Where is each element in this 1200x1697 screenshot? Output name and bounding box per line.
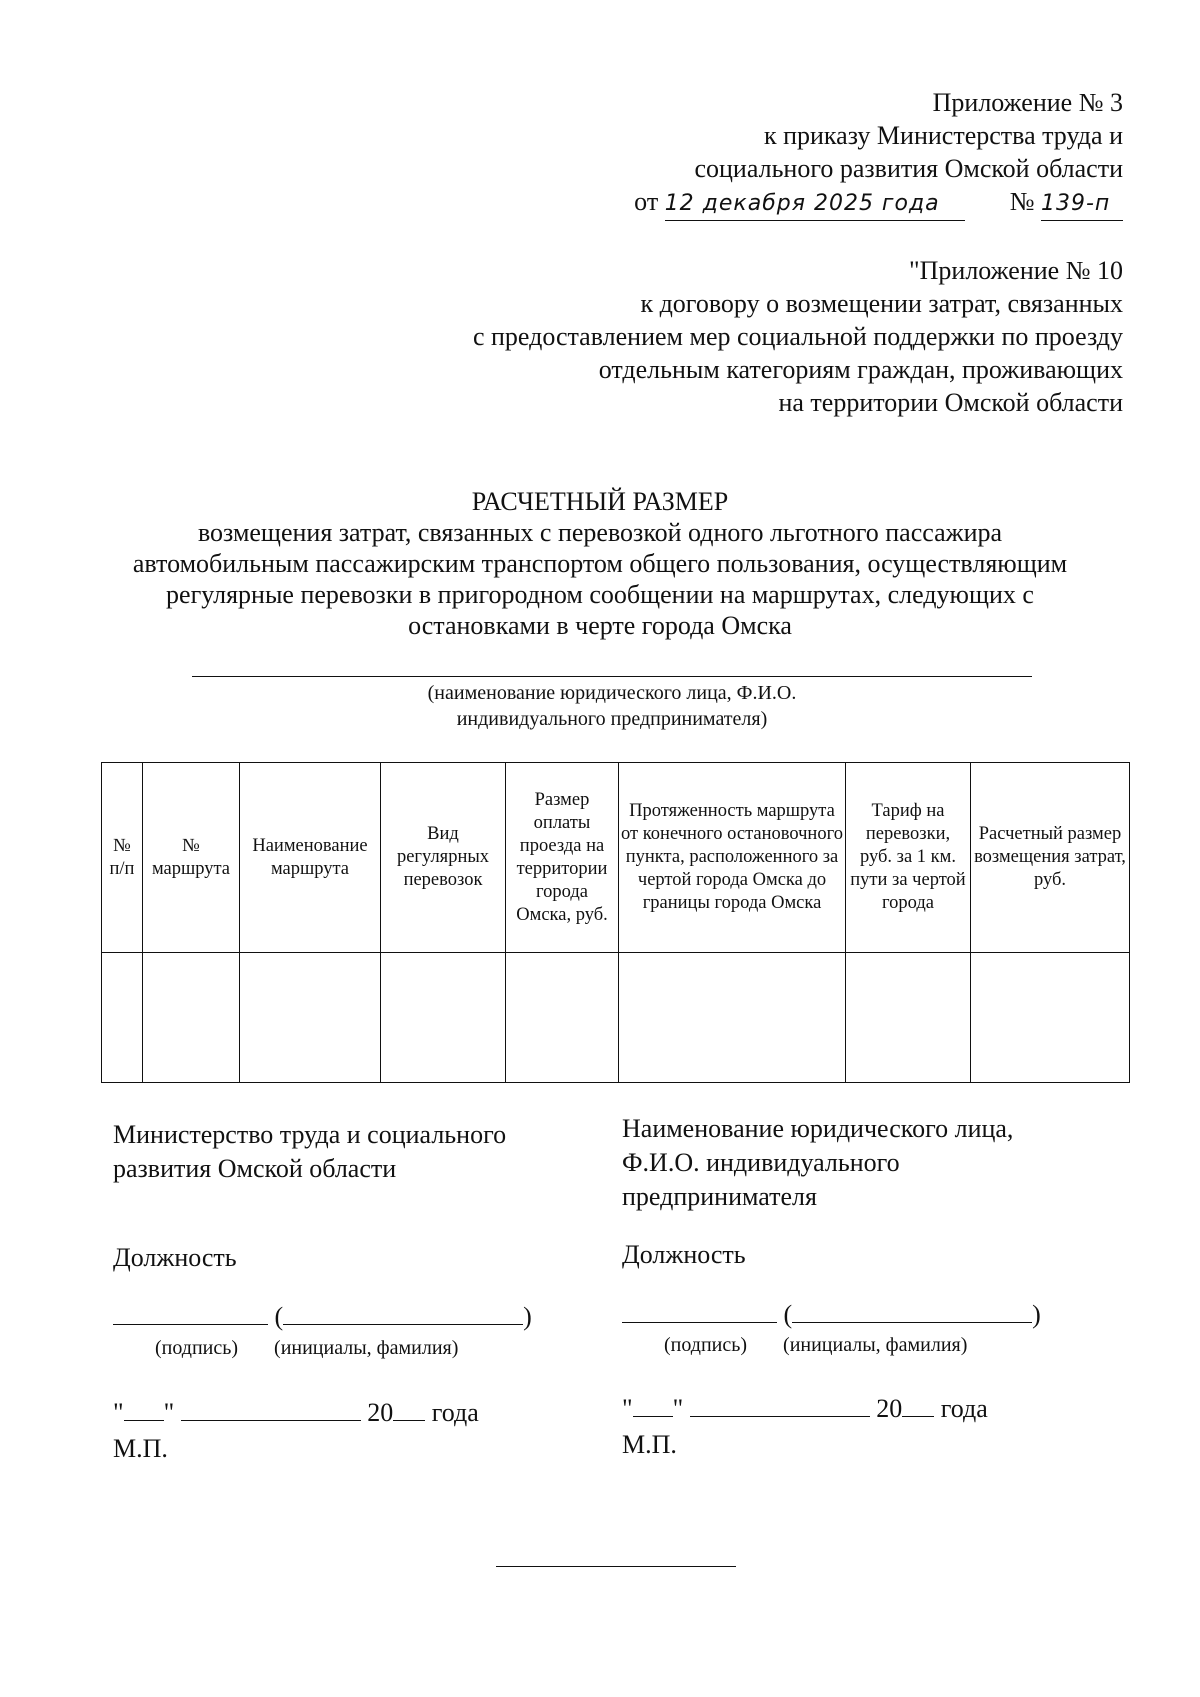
entity-note-1: (наименование юридического лица, Ф.И.О.: [427, 682, 797, 704]
document-title: [0, 486, 1200, 641]
entity-signature-field[interactable]: [622, 1298, 777, 1323]
ministry-day-field[interactable]: [124, 1396, 164, 1421]
entity-name-label: (инициалы, фамилия): [783, 1334, 968, 1356]
entity-org-2: Ф.И.О. индивидуального: [622, 1148, 900, 1177]
ministry-year-prefix: 20: [367, 1398, 394, 1427]
entity-name-field[interactable]: [792, 1298, 1032, 1323]
table-header-row: [102, 763, 1130, 953]
calculation-table: [101, 762, 1130, 1083]
col-route-name: Наименование маршрута: [240, 763, 381, 953]
order-header: [634, 86, 1123, 221]
col-transport-type: Вид регулярных перевозок: [381, 763, 506, 953]
contract-reference-2: с предоставлением мер социальной поддержки по проезду: [472, 322, 1123, 351]
entity-position: Должность: [622, 1240, 746, 1269]
title-line-4: остановками в черте города Омска: [408, 611, 792, 640]
entity-stamp: М.П.: [622, 1430, 677, 1459]
entity-org-1: Наименование юридического лица,: [622, 1114, 1014, 1143]
table-cell[interactable]: [619, 953, 846, 1083]
entity-signature-line: ( ): [622, 1298, 1041, 1332]
entity-date-line: " " 20 года: [622, 1394, 988, 1423]
title-line-2: автомобильным пассажирским транспортом общего пользования, осуществляющим: [132, 549, 1068, 578]
entity-note: [192, 680, 1032, 732]
ministry-year-suffix: года: [431, 1398, 479, 1427]
entity-signature-captions: [664, 1334, 967, 1357]
title-line-3: регулярные перевозки в пригородном сообщении на маршрутах, следующих с: [166, 580, 1034, 609]
handwritten-number: 139-п: [1041, 187, 1123, 221]
number-prefix: №: [1009, 187, 1035, 216]
ministry-sign-label: (подпись): [155, 1337, 239, 1359]
handwritten-date: 12 декабря 2025 года: [665, 187, 965, 221]
entity-day-field[interactable]: [633, 1392, 673, 1417]
order-date-line: [634, 185, 1123, 221]
title-line-1: возмещения затрат, связанных с перевозкой одного льготного пассажира: [197, 518, 1003, 547]
table-cell[interactable]: [240, 953, 381, 1083]
entity-note-2: индивидуального предпринимателя): [456, 708, 768, 730]
bottom-separator: [496, 1566, 736, 1567]
ministry-signature-line: ( ): [113, 1300, 532, 1334]
table-cell[interactable]: [506, 953, 619, 1083]
col-index: № п/п: [102, 763, 143, 953]
ministry-name-field[interactable]: [283, 1300, 523, 1325]
ministry-signature-field[interactable]: [113, 1300, 268, 1325]
contract-reference-3: отдельным категориям граждан, проживающих: [598, 355, 1123, 384]
appendix-number: Приложение № 3: [932, 88, 1123, 117]
ministry-org-1: Министерство труда и социального: [113, 1120, 507, 1149]
signature-block-entity: [622, 1112, 1122, 1214]
ministry-month-field[interactable]: [181, 1396, 361, 1421]
col-compensation: Расчетный размер возмещения затрат, руб.: [971, 763, 1130, 953]
col-route-number: № маршрута: [143, 763, 240, 953]
ministry-stamp: М.П.: [113, 1434, 168, 1463]
contract-reference-4: на территории Омской области: [778, 388, 1123, 417]
table-cell[interactable]: [846, 953, 971, 1083]
title-main: РАСЧЕТНЫЙ РАЗМЕР: [471, 487, 729, 516]
entity-year-prefix: 20: [876, 1394, 903, 1423]
ministry-position: Должность: [113, 1243, 237, 1272]
entity-name-line: [192, 676, 1032, 677]
signature-block-ministry: [113, 1118, 583, 1186]
entity-org-3: предпринимателя: [622, 1182, 817, 1211]
ministry-name-label: (инициалы, фамилия): [274, 1337, 459, 1359]
ministry-name: социального развития Омской области: [694, 154, 1123, 183]
entity-month-field[interactable]: [690, 1392, 870, 1417]
entity-sign-label: (подпись): [664, 1334, 748, 1356]
ministry-year-field[interactable]: [393, 1396, 425, 1421]
table-cell[interactable]: [381, 953, 506, 1083]
date-prefix: от: [634, 187, 659, 216]
entity-year-suffix: года: [940, 1394, 988, 1423]
contract-appendix-number: "Приложение № 10: [909, 256, 1123, 285]
col-city-fare: Размер оплаты проезда на территории города Омска, руб.: [506, 763, 619, 953]
contract-reference-1: к договору о возмещении затрат, связанных: [640, 289, 1123, 318]
table-row: [102, 953, 1130, 1083]
order-reference: к приказу Министерства труда и: [763, 121, 1123, 150]
ministry-org-2: развития Омской области: [113, 1154, 397, 1183]
contract-appendix-header: [473, 254, 1123, 419]
col-tariff: Тариф на перевозки, руб. за 1 км. пути за чертой города: [846, 763, 971, 953]
table-cell[interactable]: [143, 953, 240, 1083]
ministry-signature-captions: [155, 1337, 458, 1360]
table-cell[interactable]: [971, 953, 1130, 1083]
ministry-date-line: " " 20 года: [113, 1398, 479, 1427]
entity-year-field[interactable]: [902, 1392, 934, 1417]
table-cell[interactable]: [102, 953, 143, 1083]
col-route-length: Протяженность маршрута от конечного остановочного пункта, расположенного за чертой города Омска до границы города Омска: [619, 763, 846, 953]
